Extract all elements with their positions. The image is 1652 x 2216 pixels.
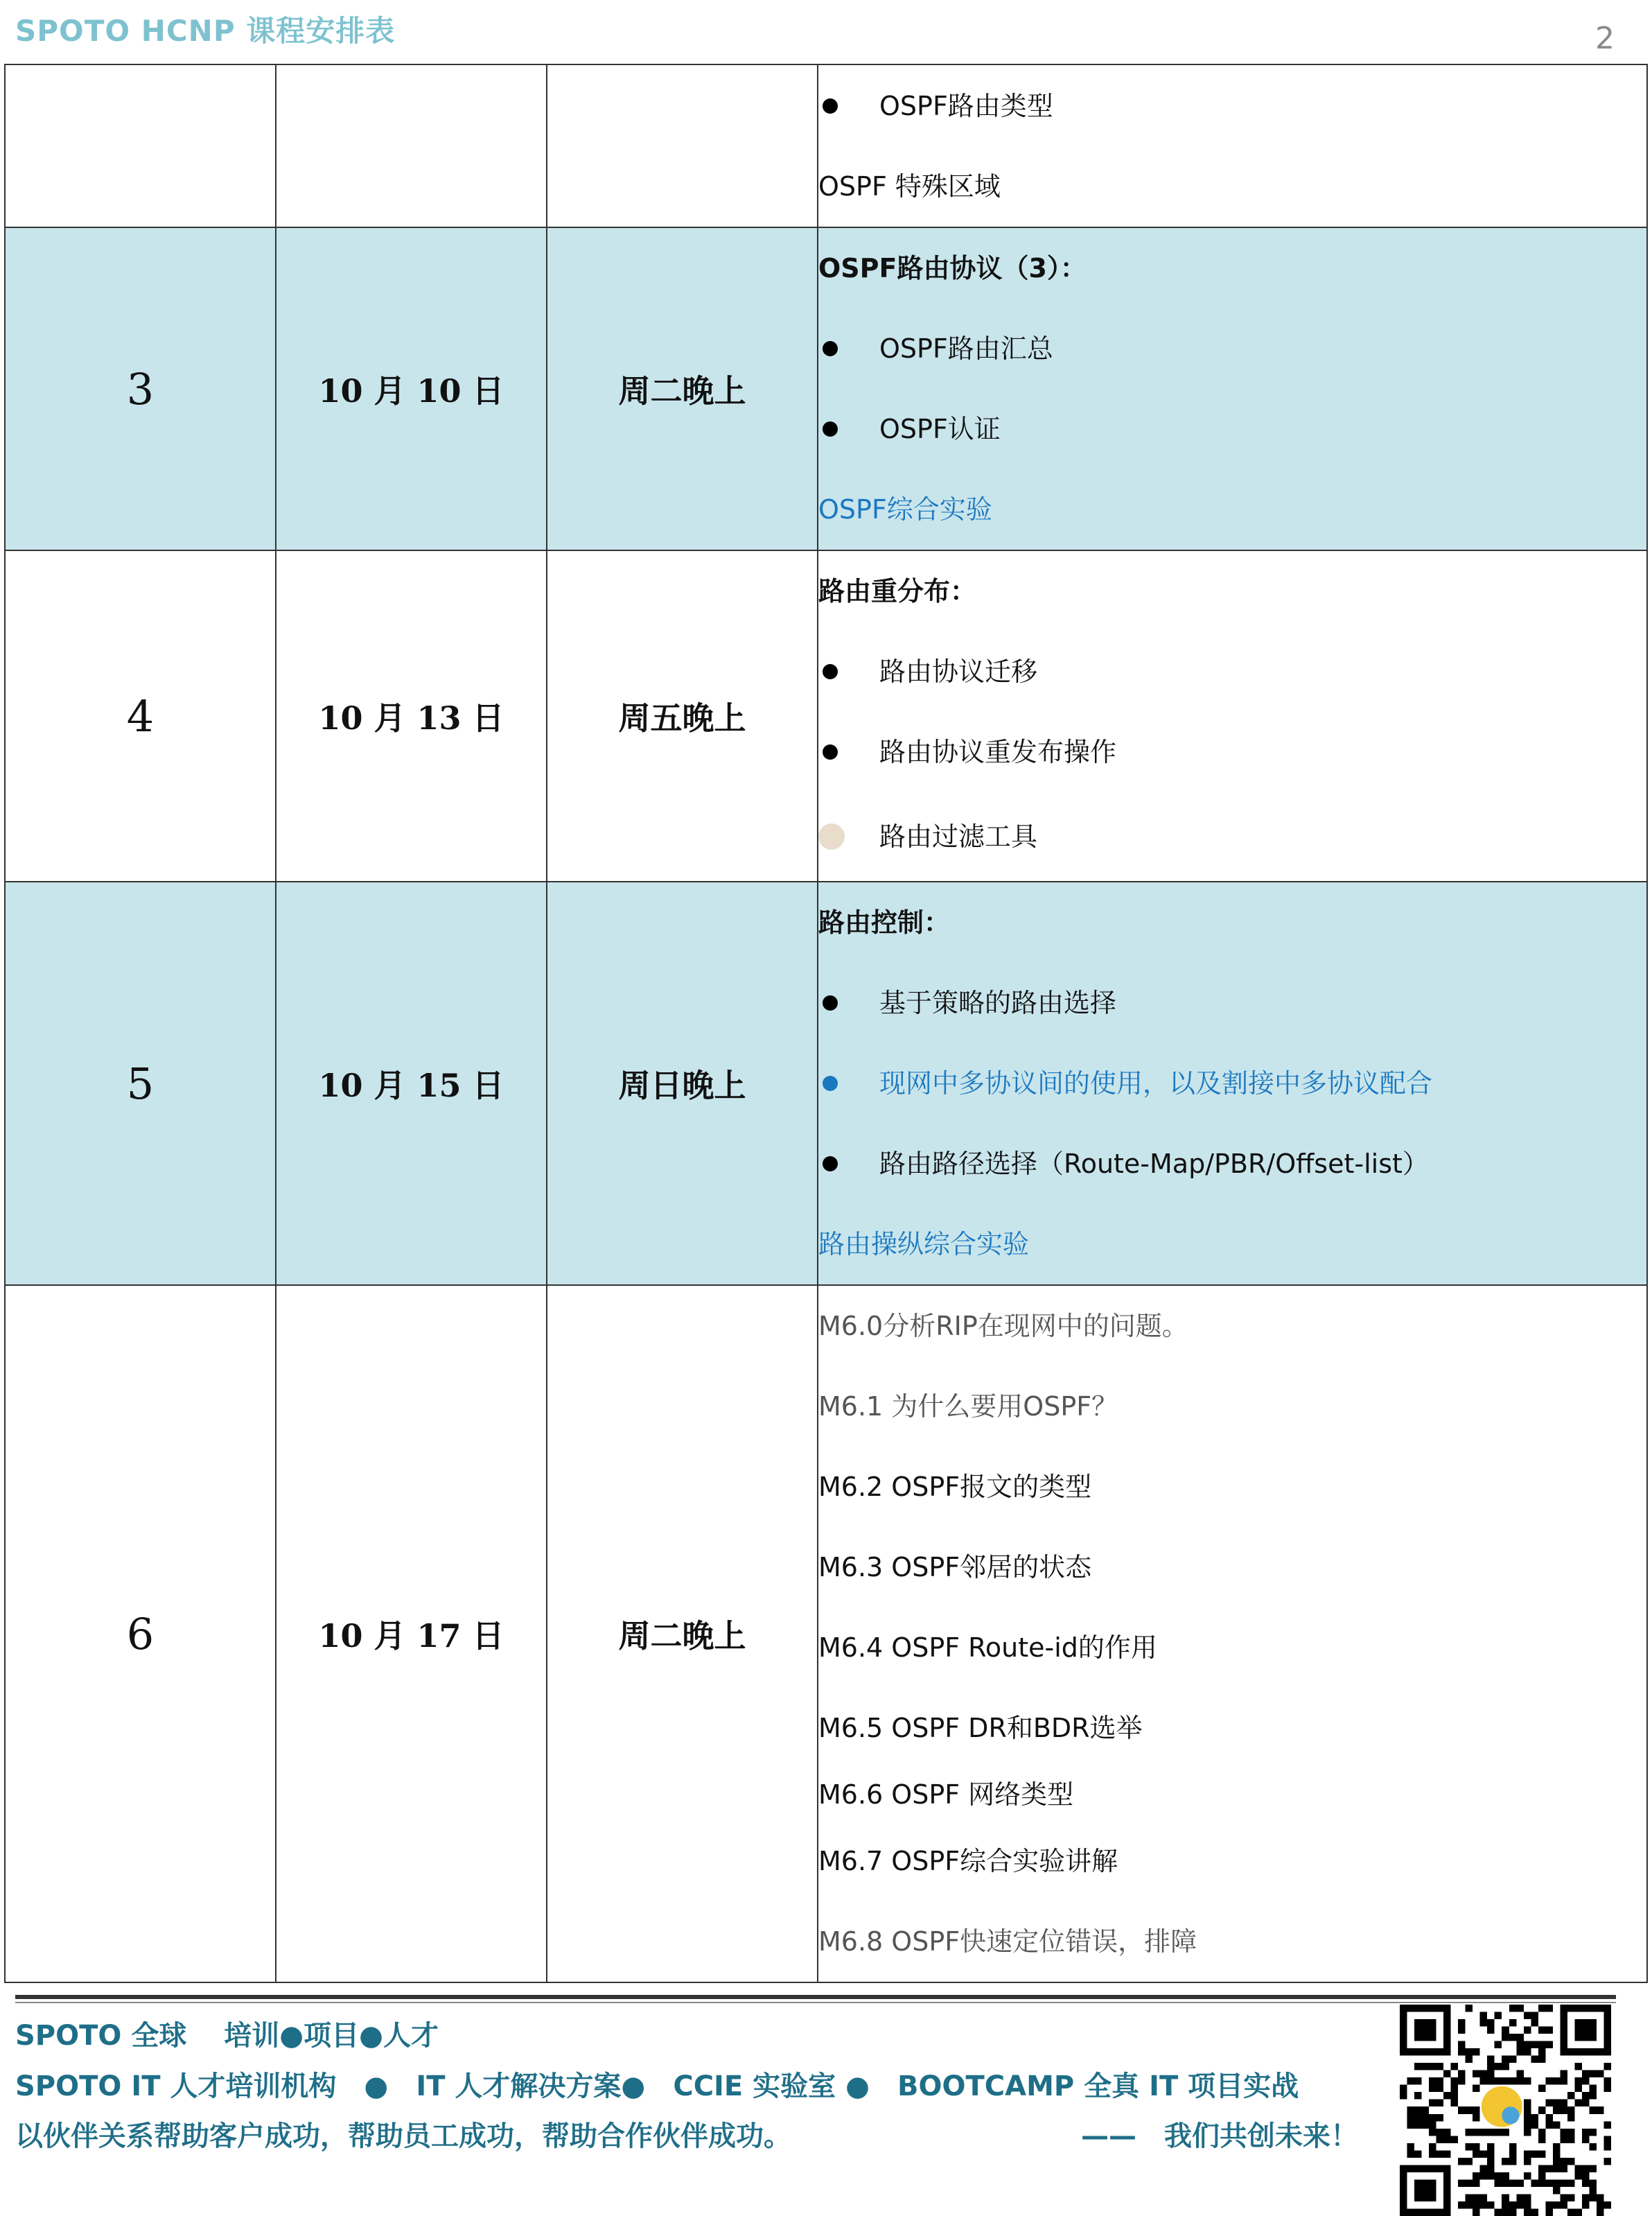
footer-line-1: SPOTO 全球 培训●项目●人才 bbox=[15, 2020, 439, 2052]
session-number-cell: 5 bbox=[5, 882, 276, 1285]
table-row bbox=[5, 1285, 1647, 1982]
document-title: SPOTO HCNP 课程安排表 bbox=[15, 14, 396, 48]
content-line: M6.7 OSPF综合实验讲解 bbox=[818, 1846, 1118, 1876]
footer-motto: —— 我们共创未来！ bbox=[1081, 2120, 1358, 2152]
session-number-cell bbox=[5, 64, 276, 227]
session-time-cell bbox=[547, 64, 818, 227]
bullet-item: OSPF路由汇总 bbox=[818, 308, 1646, 389]
content-line: M6.3 OSPF邻居的状态 bbox=[818, 1552, 1092, 1582]
session-time-cell: 周日晚上 bbox=[547, 882, 818, 1285]
bullet-item: OSPF认证 bbox=[818, 389, 1646, 469]
content-line: OSPF 特殊区域 bbox=[818, 171, 1001, 202]
session-date-cell: 10 月 17 日 bbox=[276, 1285, 547, 1982]
content-line: M6.2 OSPF报文的类型 bbox=[818, 1472, 1092, 1502]
content-line: M6.1 为什么要用OSPF？ bbox=[818, 1391, 1118, 1422]
table-row bbox=[5, 227, 1647, 550]
footer-line-3: 以伙伴关系帮助客户成功，帮助员工成功，帮助合作伙伴成功。 bbox=[15, 2120, 791, 2152]
session-date-cell: 10 月 13 日 bbox=[276, 550, 547, 882]
bullet-item: 路由路径选择（Route-Map/PBR/Offset-list） bbox=[818, 1124, 1646, 1204]
table-row bbox=[5, 882, 1647, 1285]
bullet-item: 现网中多协议间的使用，以及割接中多协议配合 bbox=[818, 1043, 1646, 1124]
bullet-item: 基于策略的路由选择 bbox=[818, 963, 1646, 1043]
session-time-cell: 周二晚上 bbox=[547, 227, 818, 550]
session-time-cell: 周二晚上 bbox=[547, 1285, 818, 1982]
session-content-cell bbox=[818, 227, 1647, 550]
qr-code-image bbox=[1400, 2005, 1611, 2216]
footer-divider-thin bbox=[15, 2002, 1616, 2003]
session-date-cell bbox=[276, 64, 547, 227]
lab-item: OSPF综合实验 bbox=[818, 494, 992, 525]
bullet-item: 路由过滤工具 bbox=[818, 792, 1646, 881]
session-content-cell bbox=[818, 882, 1647, 1285]
session-number-cell: 4 bbox=[5, 550, 276, 882]
lab-item: 路由操纵综合实验 bbox=[818, 1229, 1030, 1259]
footer-divider bbox=[15, 1995, 1616, 1999]
session-date-cell: 10 月 15 日 bbox=[276, 882, 547, 1285]
content-line: M6.0分析RIP在现网中的问题。 bbox=[818, 1311, 1188, 1341]
footer-line-2: SPOTO IT 人才培训机构 ● IT 人才解决方案● CCIE 实验室 ● BOOTCAMP 全真 IT 项目实战 bbox=[15, 2070, 1299, 2102]
section-heading: OSPF路由协议（3）： bbox=[818, 253, 1087, 283]
session-content-cell bbox=[818, 64, 1647, 227]
section-heading: 路由控制： bbox=[818, 907, 951, 938]
section-heading: 路由重分布： bbox=[818, 576, 977, 607]
session-content-cell bbox=[818, 550, 1647, 882]
content-line: M6.5 OSPF DR和BDR选举 bbox=[818, 1713, 1143, 1743]
page-number: 2 bbox=[1595, 21, 1615, 56]
table-row bbox=[5, 64, 1647, 227]
content-line: M6.8 OSPF快速定位错误，排障 bbox=[818, 1926, 1197, 1957]
content-line: M6.4 OSPF Route-id的作用 bbox=[818, 1632, 1157, 1663]
bullet-item: 路由协议重发布操作 bbox=[818, 712, 1646, 792]
session-time-cell: 周五晚上 bbox=[547, 550, 818, 882]
bullet-item: 路由协议迁移 bbox=[818, 631, 1646, 712]
course-schedule-table bbox=[4, 64, 1648, 1983]
session-date-cell: 10 月 10 日 bbox=[276, 227, 547, 550]
content-line: M6.6 OSPF 网络类型 bbox=[818, 1779, 1074, 1810]
session-number-cell: 3 bbox=[5, 227, 276, 550]
session-number-cell: 6 bbox=[5, 1285, 276, 1982]
session-content-cell bbox=[818, 1285, 1647, 1982]
bullet-item: OSPF路由类型 bbox=[818, 66, 1646, 146]
table-row bbox=[5, 550, 1647, 882]
